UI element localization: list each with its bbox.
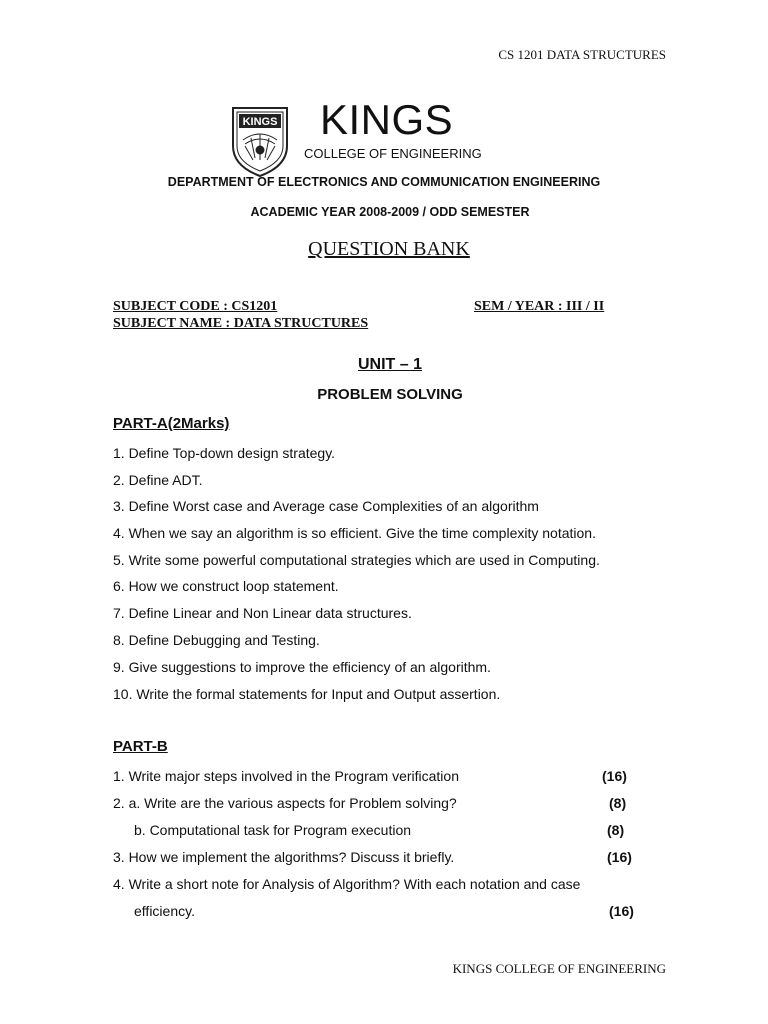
subject-name: SUBJECT NAME : DATA STRUCTURES xyxy=(113,316,369,331)
college-subtitle: COLLEGE OF ENGINEERING xyxy=(304,146,482,161)
unit-title: UNIT – 1 xyxy=(357,356,422,373)
part-a-question: 10. Write the formal statements for Input and Output assertion. xyxy=(113,686,501,702)
document-title: QUESTION BANK xyxy=(308,238,470,260)
college-name: KINGS xyxy=(320,96,454,143)
part-a-question: 6. How we construct loop statement. xyxy=(113,578,339,594)
part-b-marks: (16) xyxy=(607,849,632,865)
page-footer: KINGS COLLEGE OF ENGINEERING xyxy=(452,961,666,976)
part-a-question: 3. Define Worst case and Average case Complexities of an algorithm xyxy=(113,498,539,514)
part-b-question: 4. Write a short note for Analysis of Algorithm? With each notation and case xyxy=(113,876,581,892)
part-b-question: 3. How we implement the algorithms? Discuss it briefly. xyxy=(113,849,455,865)
crest-badge-text: KINGS xyxy=(242,116,278,128)
subject-code: SUBJECT CODE : CS1201 xyxy=(113,299,278,314)
part-a-question: 5. Write some powerful computational strategies which are used in Computing. xyxy=(113,552,600,568)
part-a-question: 7. Define Linear and Non Linear data structures. xyxy=(113,605,412,621)
part-a-question: 1. Define Top-down design strategy. xyxy=(113,445,336,461)
part-b-marks: (8) xyxy=(607,822,625,838)
part-b-question: b. Computational task for Program execution xyxy=(134,822,412,838)
part-a-question: 8. Define Debugging and Testing. xyxy=(113,632,320,648)
unit-topic: PROBLEM SOLVING xyxy=(317,386,463,403)
college-crest-icon xyxy=(229,106,291,178)
part-a-heading: PART-A(2Marks) xyxy=(113,415,230,432)
part-a-question: 4. When we say an algorithm is so efficient. Give the time complexity notation. xyxy=(113,525,596,541)
part-b-heading: PART-B xyxy=(113,738,168,755)
department-heading: DEPARTMENT OF ELECTRONICS AND COMMUNICATION ENGINEERING xyxy=(167,175,601,189)
sem-year: SEM / YEAR : III / II xyxy=(474,299,605,314)
part-a-question: 9. Give suggestions to improve the efficiency of an algorithm. xyxy=(113,659,491,675)
academic-year: ACADEMIC YEAR 2008-2009 / ODD SEMESTER xyxy=(250,205,530,219)
page-header-course: CS 1201 DATA STRUCTURES xyxy=(498,47,666,62)
part-b-question: 2. a. Write are the various aspects for Problem solving? xyxy=(113,795,457,811)
part-b-question: efficiency. xyxy=(134,903,195,919)
part-a-question: 2. Define ADT. xyxy=(113,472,203,488)
part-b-marks: (16) xyxy=(602,768,627,784)
part-b-marks: (8) xyxy=(609,795,627,811)
part-b-marks: (16) xyxy=(609,903,634,919)
part-b-question: 1. Write major steps involved in the Program verification xyxy=(113,768,459,784)
